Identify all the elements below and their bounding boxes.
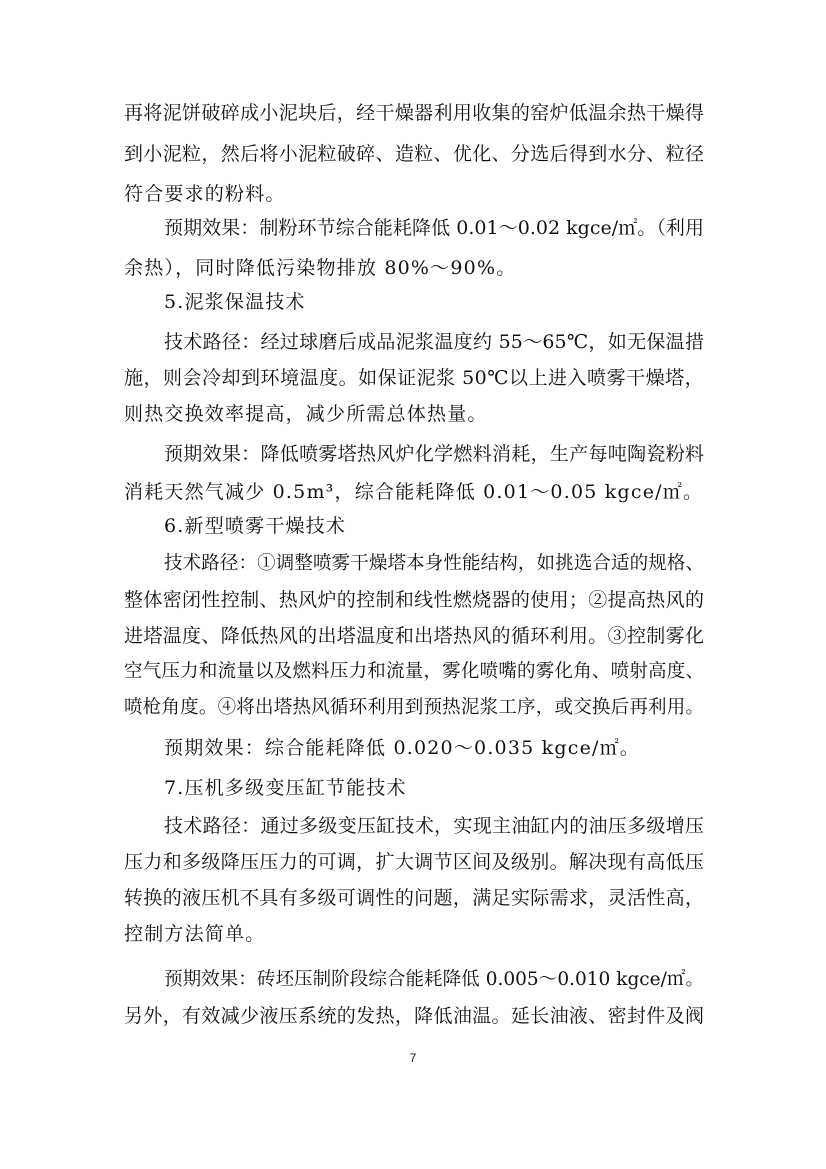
text-line: 技术路径：经过球磨后成品泥浆温度约 55～65℃，如无保温措 xyxy=(164,331,704,353)
page-number: 7 xyxy=(409,1051,417,1065)
text-line: 预期效果：制粉环节综合能耗降低 0.01～0.02 kgce/㎡。（利用 xyxy=(164,217,704,239)
text-line: 技术路径：①调整喷雾干燥塔本身性能结构，如挑选合适的规格、 xyxy=(164,553,704,574)
text-line: 整体密闭性控制、热风炉的控制和线性燃烧器的使用；②提高热风的 xyxy=(124,589,704,611)
text-line: 再将泥饼破碎成小泥块后，经干燥器利用收集的窑炉低温余热干燥得 xyxy=(124,102,704,124)
text-line: 另外，有效减少液压系统的发热，降低油温。延长油液、密封件及阀 xyxy=(124,1005,704,1027)
text-line: 喷枪角度。④将出塔热风循环利用到预热泥浆工序，或交换后再利用。 xyxy=(124,697,704,718)
text-line: 预期效果：综合能耗降低 0.020～0.035 kgce/㎡。 xyxy=(164,737,641,759)
text-line: 进塔温度、降低热风的出塔温度和出塔热风的循环利用。③控制雾化 xyxy=(124,625,704,647)
text-line: 则热交换效率提高，减少所需总体热量。 xyxy=(124,403,488,425)
section-heading: 5.泥浆保温技术 xyxy=(164,291,306,313)
text-line: 施，则会冷却到环境温度。如保证泥浆 50℃以上进入喷雾干燥塔， xyxy=(124,367,704,389)
text-line: 技术路径：通过多级变压缸技术，实现主油缸内的油压多级增压 xyxy=(164,815,704,837)
text-line: 到小泥粒，然后将小泥粒破碎、造粒、优化、分选后得到水分、粒径 xyxy=(124,143,704,165)
text-line: 空气压力和流量以及燃料压力和流量，雾化喷嘴的雾化角、喷射高度、 xyxy=(124,661,704,682)
text-line: 余热），同时降低污染物排放 80%～90%。 xyxy=(124,257,517,279)
section-heading: 7.压机多级变压缸节能技术 xyxy=(164,777,407,799)
text-line: 消耗天然气减少 0.5m³，综合能耗降低 0.01～0.05 kgce/㎡。 xyxy=(124,481,704,503)
section-heading: 6.新型喷雾干燥技术 xyxy=(164,515,347,537)
text-line: 符合要求的粉料。 xyxy=(124,183,286,205)
text-line: 预期效果：砖坯压制阶段综合能耗降低 0.005～0.010 kgce/㎡。 xyxy=(164,969,704,990)
text-line: 压力和多级降压压力的可调，扩大调节区间及级别。解决现有高低压 xyxy=(124,851,704,873)
text-line: 转换的液压机不具有多级可调性的问题，满足实际需求，灵活性高， xyxy=(124,887,704,909)
text-line: 控制方法简单。 xyxy=(124,923,266,945)
text-line: 预期效果：降低喷雾塔热风炉化学燃料消耗，生产每吨陶瓷粉料 xyxy=(164,443,704,465)
